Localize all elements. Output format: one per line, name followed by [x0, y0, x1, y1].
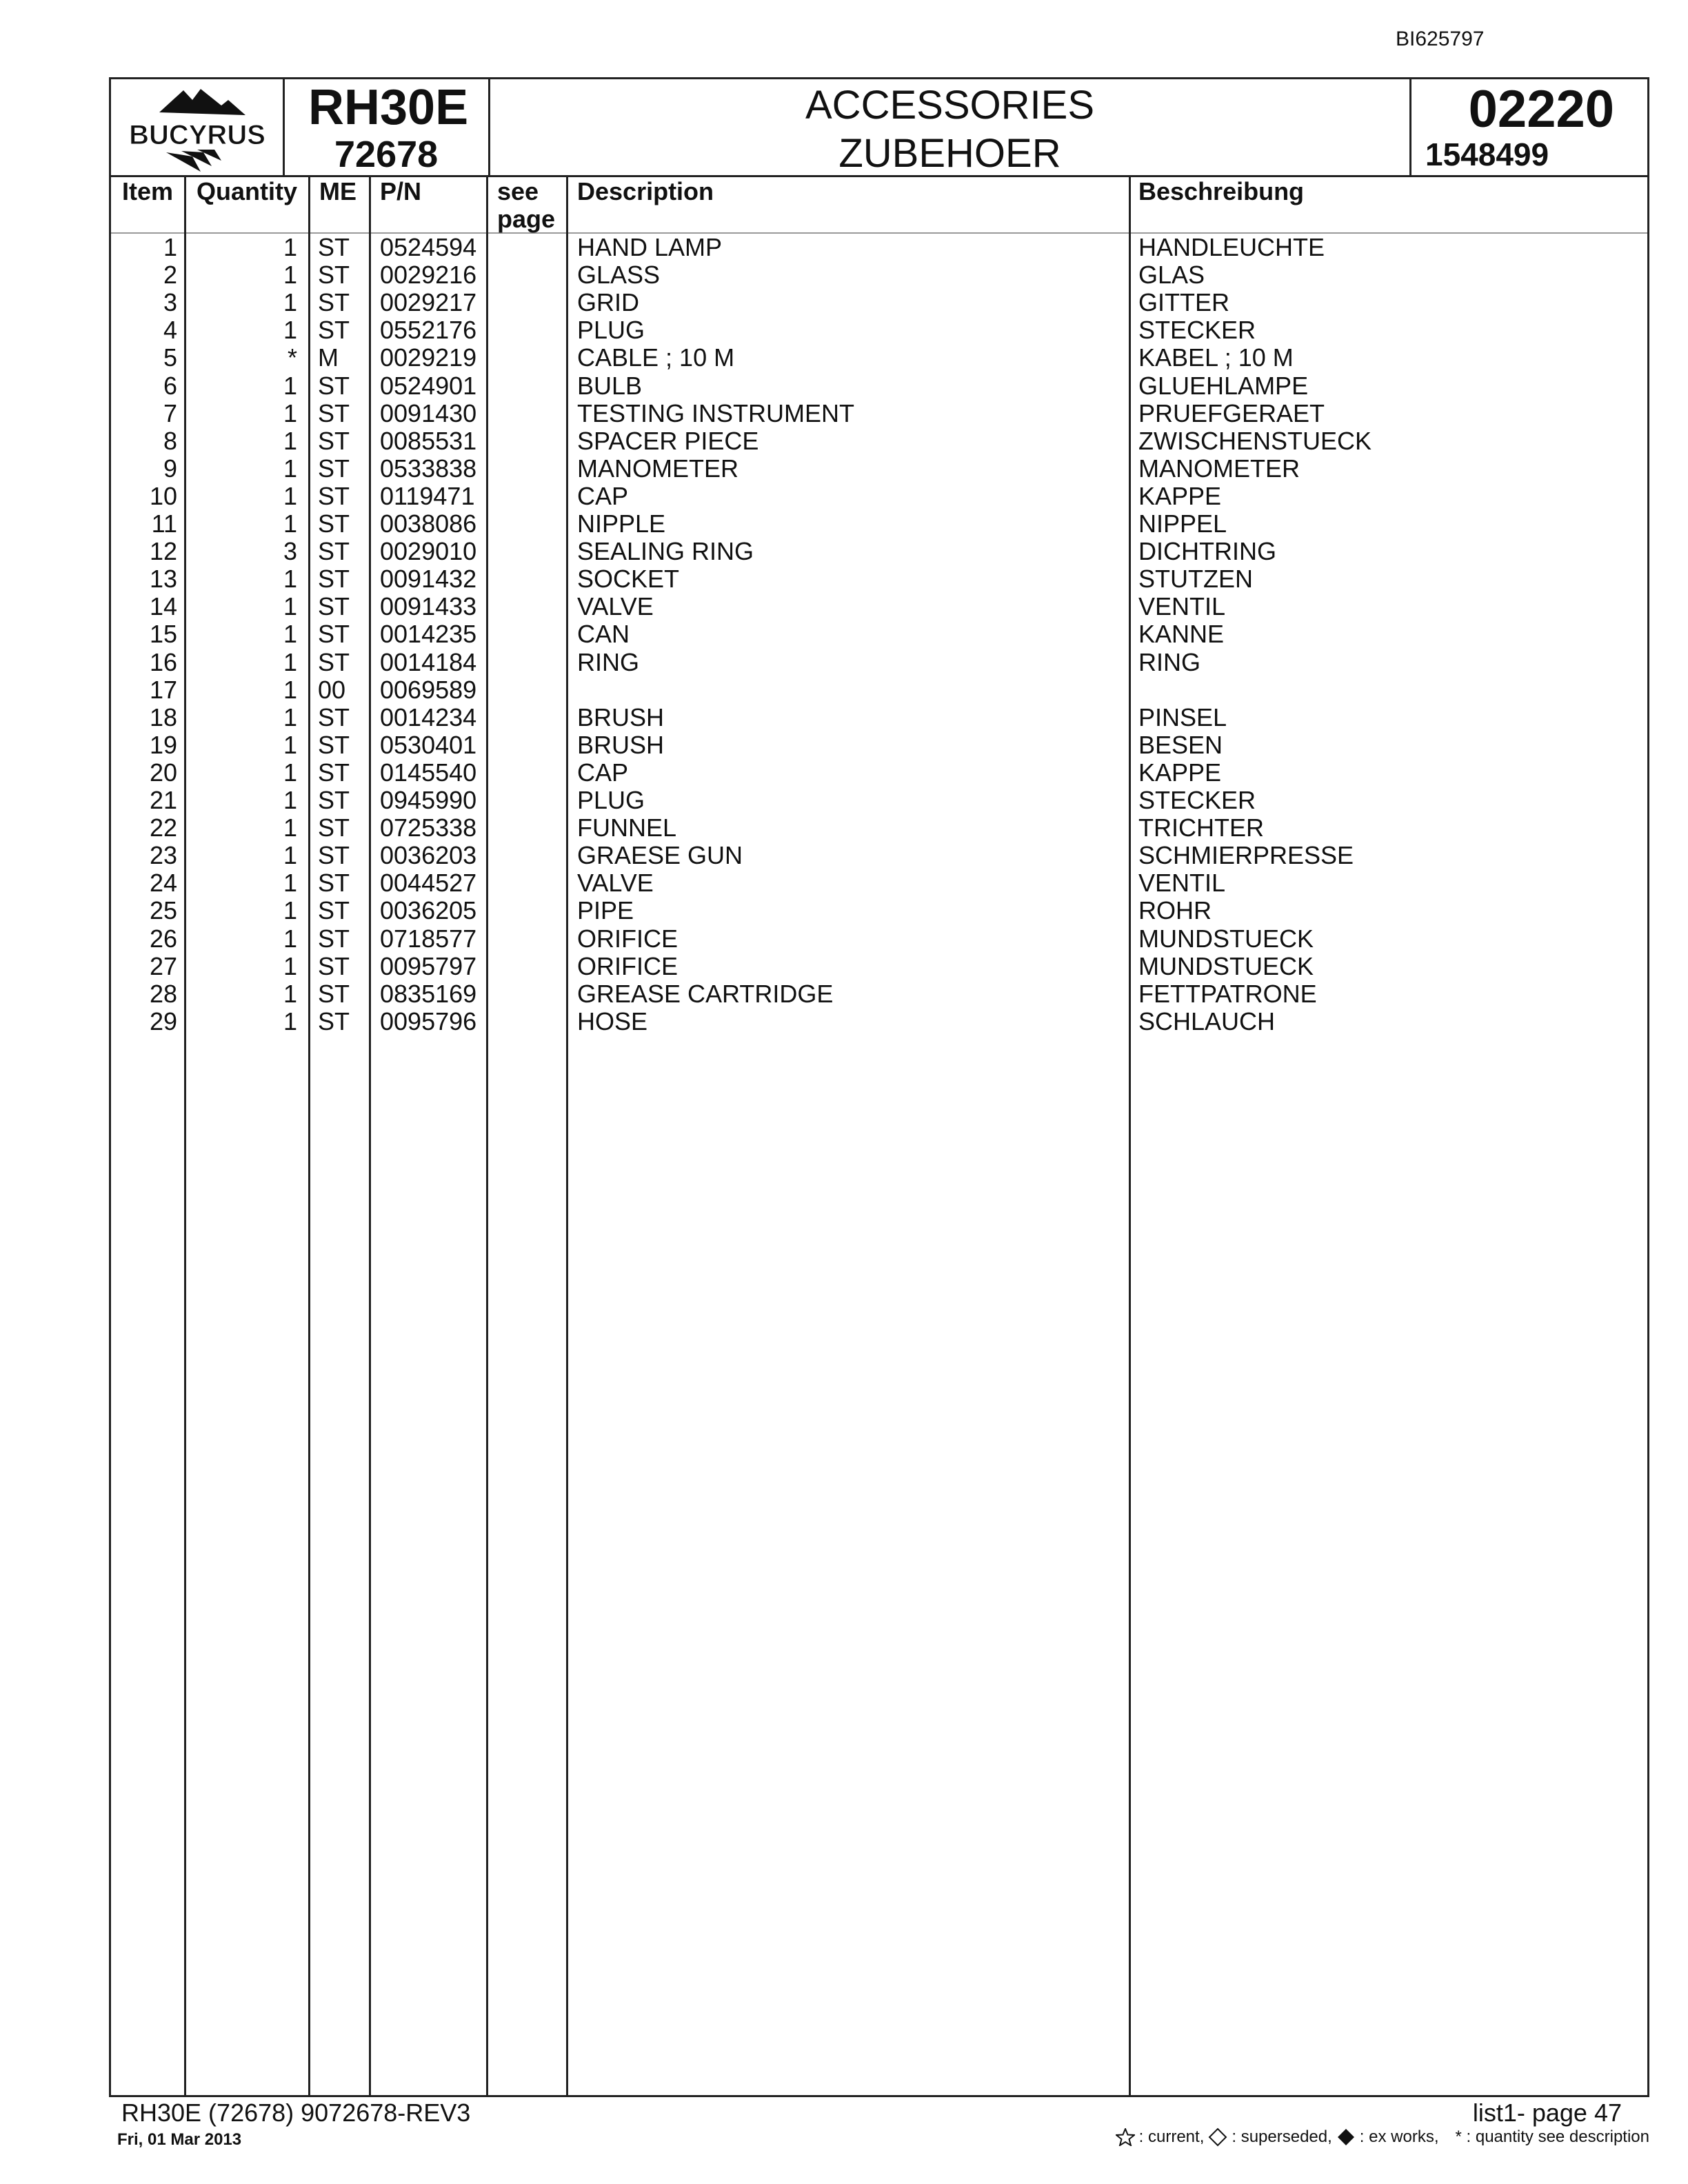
col-see-page-header-2: page: [497, 205, 556, 233]
cell-desc: HAND LAMP: [577, 233, 723, 261]
cell-qty: 1: [283, 924, 297, 953]
cell-pn: 0524594: [380, 233, 477, 261]
column-header-row: [111, 177, 1647, 234]
cell-desc: MANOMETER: [577, 454, 738, 483]
cell-qty: *: [287, 343, 297, 372]
cell-pn: 0038086: [380, 509, 477, 538]
cell-desc: FUNNEL: [577, 813, 677, 842]
cell-me: ST: [318, 509, 350, 538]
cell-besch: STECKER: [1138, 316, 1256, 345]
table-row: [111, 980, 1647, 1008]
cell-qty: 1: [283, 702, 297, 731]
cell-item: 29: [149, 1007, 177, 1035]
cell-qty: 1: [283, 426, 297, 455]
cell-besch: GLUEHLAMPE: [1138, 371, 1309, 400]
cell-besch: ROHR: [1138, 896, 1212, 925]
cell-besch: BESEN: [1138, 730, 1223, 759]
cell-item: 2: [163, 261, 177, 290]
cell-me: ST: [318, 924, 350, 953]
cell-item: 8: [163, 426, 177, 455]
footer-page-number: list1- page 47: [1472, 2099, 1622, 2127]
cell-desc: PLUG: [577, 786, 645, 814]
cell-desc: SOCKET: [577, 565, 680, 594]
cell-me: ST: [318, 758, 350, 787]
cell-besch: KAPPE: [1138, 481, 1222, 510]
cell-desc: HOSE: [577, 1007, 648, 1035]
table-row: [111, 455, 1647, 483]
cell-pn: 0524901: [380, 371, 477, 400]
cell-qty: 3: [283, 537, 297, 566]
cell-desc: CABLE ; 10 M: [577, 343, 735, 372]
cell-pn: 0095796: [380, 1007, 477, 1035]
cell-me: ST: [318, 702, 350, 731]
cell-item: 27: [149, 951, 177, 980]
star-outline-icon: [1116, 2128, 1135, 2146]
table-row: [111, 344, 1647, 372]
cell-item: 23: [149, 841, 177, 870]
table-row: [111, 869, 1647, 897]
cell-desc: ORIFICE: [577, 951, 679, 980]
cell-desc: GLASS: [577, 261, 661, 290]
cell-me: ST: [318, 1007, 350, 1035]
cell-me: ST: [318, 592, 350, 621]
cell-desc: RING: [577, 647, 639, 676]
cell-qty: 1: [283, 398, 297, 427]
cell-qty: 1: [283, 813, 297, 842]
cell-pn: 0552176: [380, 316, 477, 345]
parts-list-frame: [109, 77, 1649, 2097]
cell-item: 15: [149, 620, 177, 649]
table-row: [111, 289, 1647, 316]
cell-pn: 0029010: [380, 537, 477, 566]
cell-me: ST: [318, 979, 350, 1008]
cell-besch: STUTZEN: [1138, 565, 1253, 594]
cell-me: ST: [318, 426, 350, 455]
cell-desc: BRUSH: [577, 730, 665, 759]
cell-me: ST: [318, 565, 350, 594]
table-row: [111, 510, 1647, 538]
cell-me: ST: [318, 537, 350, 566]
cell-qty: 1: [283, 592, 297, 621]
document-id: BI625797: [1396, 28, 1485, 50]
cell-besch: TRICHTER: [1138, 813, 1264, 842]
cell-besch: GITTER: [1138, 288, 1229, 317]
cell-me: ST: [318, 896, 350, 925]
cell-desc: SEALING RING: [577, 537, 754, 566]
cell-pn: 0725338: [380, 813, 477, 842]
col-description-header: Description: [577, 177, 714, 205]
cell-me: ST: [318, 398, 350, 427]
table-row: [111, 897, 1647, 924]
table-row: [111, 925, 1647, 953]
model-number: 72678: [334, 134, 439, 175]
cell-pn: 0029219: [380, 343, 477, 372]
cell-qty: 1: [283, 288, 297, 317]
cell-pn: 0069589: [380, 675, 477, 704]
cell-besch: STECKER: [1138, 786, 1256, 814]
cell-qty: 1: [283, 233, 297, 261]
table-row: [111, 593, 1647, 620]
cell-besch: GLAS: [1138, 261, 1205, 290]
cell-item: 16: [149, 647, 177, 676]
table-row: [111, 787, 1647, 814]
cell-besch: MUNDSTUECK: [1138, 951, 1314, 980]
cell-besch: MUNDSTUECK: [1138, 924, 1314, 953]
cell-item: 24: [149, 869, 177, 898]
cell-item: 7: [163, 398, 177, 427]
cell-desc: GRID: [577, 288, 639, 317]
cell-besch: PINSEL: [1138, 702, 1227, 731]
cell-pn: 0095797: [380, 951, 477, 980]
cell-pn: 0036203: [380, 841, 477, 870]
cell-item: 14: [149, 592, 177, 621]
table-row: [111, 234, 1647, 261]
cell-me: ST: [318, 481, 350, 510]
cell-me: ST: [318, 233, 350, 261]
cell-desc: PIPE: [577, 896, 634, 925]
cell-me: ST: [318, 647, 350, 676]
cell-qty: 1: [283, 786, 297, 814]
cell-qty: 1: [283, 481, 297, 510]
cell-me: ST: [318, 730, 350, 759]
cell-desc: CAP: [577, 758, 629, 787]
svg-text:BUCYRUS: BUCYRUS: [129, 120, 265, 150]
cell-item: 4: [163, 316, 177, 345]
legend-quantity-label: * : quantity see description: [1455, 2127, 1649, 2146]
table-row: [111, 372, 1647, 400]
cell-desc: BULB: [577, 371, 643, 400]
col-me-header: ME: [319, 177, 356, 205]
cell-qty: 1: [283, 869, 297, 898]
cell-item: 19: [149, 730, 177, 759]
diamond-filled-icon: [1336, 2127, 1356, 2147]
cell-item: 12: [149, 537, 177, 566]
cell-item: 25: [149, 896, 177, 925]
col-pn-header: P/N: [380, 177, 422, 205]
cell-besch: FETTPATRONE: [1138, 979, 1317, 1008]
table-row: [111, 649, 1647, 676]
cell-besch: KANNE: [1138, 620, 1225, 649]
table-row: [111, 565, 1647, 593]
cell-item: 26: [149, 924, 177, 953]
cell-me: ST: [318, 813, 350, 842]
cell-qty: 1: [283, 371, 297, 400]
cell-pn: 0091430: [380, 398, 477, 427]
cell-qty: 1: [283, 979, 297, 1008]
cell-item: 20: [149, 758, 177, 787]
cell-qty: 1: [283, 565, 297, 594]
cell-me: ST: [318, 841, 350, 870]
cell-desc: TESTING INSTRUMENT: [577, 398, 854, 427]
cell-me: ST: [318, 786, 350, 814]
table-row: [111, 759, 1647, 787]
cell-pn: 0145540: [380, 758, 477, 787]
cell-pn: 0091433: [380, 592, 477, 621]
cell-besch: KAPPE: [1138, 758, 1222, 787]
cell-pn: 0014184: [380, 647, 477, 676]
group-number: 02220: [1468, 80, 1614, 139]
cell-besch: VENTIL: [1138, 869, 1226, 898]
col-see-page-header-1: see: [497, 177, 539, 205]
legend-current-label: : current,: [1138, 2127, 1205, 2146]
table-row: [111, 316, 1647, 344]
table-row: [111, 704, 1647, 731]
cell-besch: VENTIL: [1138, 592, 1226, 621]
cell-besch: RING: [1138, 647, 1200, 676]
cell-item: 3: [163, 288, 177, 317]
cell-qty: 1: [283, 316, 297, 345]
cell-desc: GREASE CARTRIDGE: [577, 979, 834, 1008]
group-sub-number: 1548499: [1425, 136, 1549, 172]
cell-besch: ZWISCHENSTUECK: [1138, 426, 1372, 455]
model-cell: [285, 79, 490, 177]
cell-desc: GRAESE GUN: [577, 841, 743, 870]
cell-pn: 0044527: [380, 869, 477, 898]
cell-besch: NIPPEL: [1138, 509, 1227, 538]
cell-pn: 0014235: [380, 620, 477, 649]
cell-me: 00: [318, 675, 346, 704]
title-english: ACCESSORIES: [805, 83, 1094, 128]
bucyrus-logo: [118, 85, 277, 174]
cell-me: ST: [318, 371, 350, 400]
cell-qty: 1: [283, 841, 297, 870]
cell-item: 13: [149, 565, 177, 594]
cell-me: ST: [318, 261, 350, 290]
cell-item: 9: [163, 454, 177, 483]
cell-item: 17: [149, 675, 177, 704]
cell-besch: MANOMETER: [1138, 454, 1300, 483]
cell-qty: 1: [283, 951, 297, 980]
cell-qty: 1: [283, 730, 297, 759]
cell-item: 1: [163, 233, 177, 261]
table-row: [111, 427, 1647, 455]
cell-me: M: [318, 343, 339, 372]
col-item-header: Item: [122, 177, 174, 205]
cell-besch: SCHMIERPRESSE: [1138, 841, 1354, 870]
cell-desc: CAP: [577, 481, 629, 510]
cell-desc: VALVE: [577, 592, 654, 621]
cell-item: 21: [149, 786, 177, 814]
table-row: [111, 538, 1647, 565]
table-row: [111, 814, 1647, 842]
cell-pn: 0835169: [380, 979, 477, 1008]
group-number-cell: [1411, 79, 1647, 177]
cell-qty: 1: [283, 1007, 297, 1035]
cell-qty: 1: [283, 675, 297, 704]
cell-me: ST: [318, 454, 350, 483]
cell-pn: 0014234: [380, 702, 477, 731]
model-name: RH30E: [308, 80, 469, 135]
cell-pn: 0533838: [380, 454, 477, 483]
table-row: [111, 842, 1647, 869]
cell-me: ST: [318, 620, 350, 649]
cell-item: 11: [151, 509, 177, 538]
table-row: [111, 483, 1647, 510]
cell-item: 18: [149, 702, 177, 731]
cell-item: 6: [163, 371, 177, 400]
cell-item: 5: [163, 343, 177, 372]
cell-desc: PLUG: [577, 316, 645, 345]
cell-besch: SCHLAUCH: [1138, 1007, 1276, 1035]
table-row: [111, 676, 1647, 704]
legend-superseded-label: : superseded,: [1232, 2127, 1332, 2146]
cell-pn: 0085531: [380, 426, 477, 455]
table-row: [111, 731, 1647, 759]
cell-item: 22: [149, 813, 177, 842]
cell-desc: BRUSH: [577, 702, 665, 731]
cell-pn: 0029216: [380, 261, 477, 290]
table-row: [111, 400, 1647, 427]
table-row: [111, 953, 1647, 980]
cell-desc: CAN: [577, 620, 630, 649]
cell-pn: 0119471: [380, 481, 475, 510]
cell-me: ST: [318, 316, 350, 345]
footer-date: Fri, 01 Mar 2013: [117, 2130, 242, 2149]
cell-pn: 0945990: [380, 786, 477, 814]
table-row: [111, 261, 1647, 289]
cell-desc: SPACER PIECE: [577, 426, 759, 455]
col-beschreibung-header: Beschreibung: [1138, 177, 1305, 205]
cell-desc: NIPPLE: [577, 509, 666, 538]
cell-desc: VALVE: [577, 869, 654, 898]
diamond-outline-icon: [1208, 2127, 1227, 2147]
table-row: [111, 1008, 1647, 1035]
cell-item: 28: [149, 979, 177, 1008]
cell-besch: DICHTRING: [1138, 537, 1276, 566]
cell-pn: 0029217: [380, 288, 477, 317]
table-row: [111, 620, 1647, 648]
cell-qty: 1: [283, 454, 297, 483]
title-cell: [490, 79, 1411, 177]
cell-besch: PRUEFGERAET: [1138, 398, 1325, 427]
footer-model-ref: RH30E (72678) 9072678-REV3: [121, 2099, 471, 2127]
title-german: ZUBEHOER: [838, 131, 1061, 176]
cell-me: ST: [318, 869, 350, 898]
cell-desc: ORIFICE: [577, 924, 679, 953]
cell-pn: 0718577: [380, 924, 477, 953]
cell-qty: 1: [283, 261, 297, 290]
cell-qty: 1: [283, 647, 297, 676]
cell-me: ST: [318, 288, 350, 317]
cell-qty: 1: [283, 896, 297, 925]
cell-qty: 1: [283, 758, 297, 787]
footer-legend: [1116, 2127, 1649, 2147]
cell-qty: 1: [283, 620, 297, 649]
cell-pn: 0091432: [380, 565, 477, 594]
cell-qty: 1: [283, 509, 297, 538]
legend-ex-works-label: : ex works,: [1359, 2127, 1439, 2146]
cell-item: 10: [149, 481, 177, 510]
cell-me: ST: [318, 951, 350, 980]
cell-pn: 0036205: [380, 896, 477, 925]
cell-pn: 0530401: [380, 730, 477, 759]
cell-besch: HANDLEUCHTE: [1138, 233, 1325, 261]
cell-besch: KABEL ; 10 M: [1138, 343, 1294, 372]
logo-cell: [111, 79, 285, 177]
col-quantity-header: Quantity: [197, 177, 298, 205]
